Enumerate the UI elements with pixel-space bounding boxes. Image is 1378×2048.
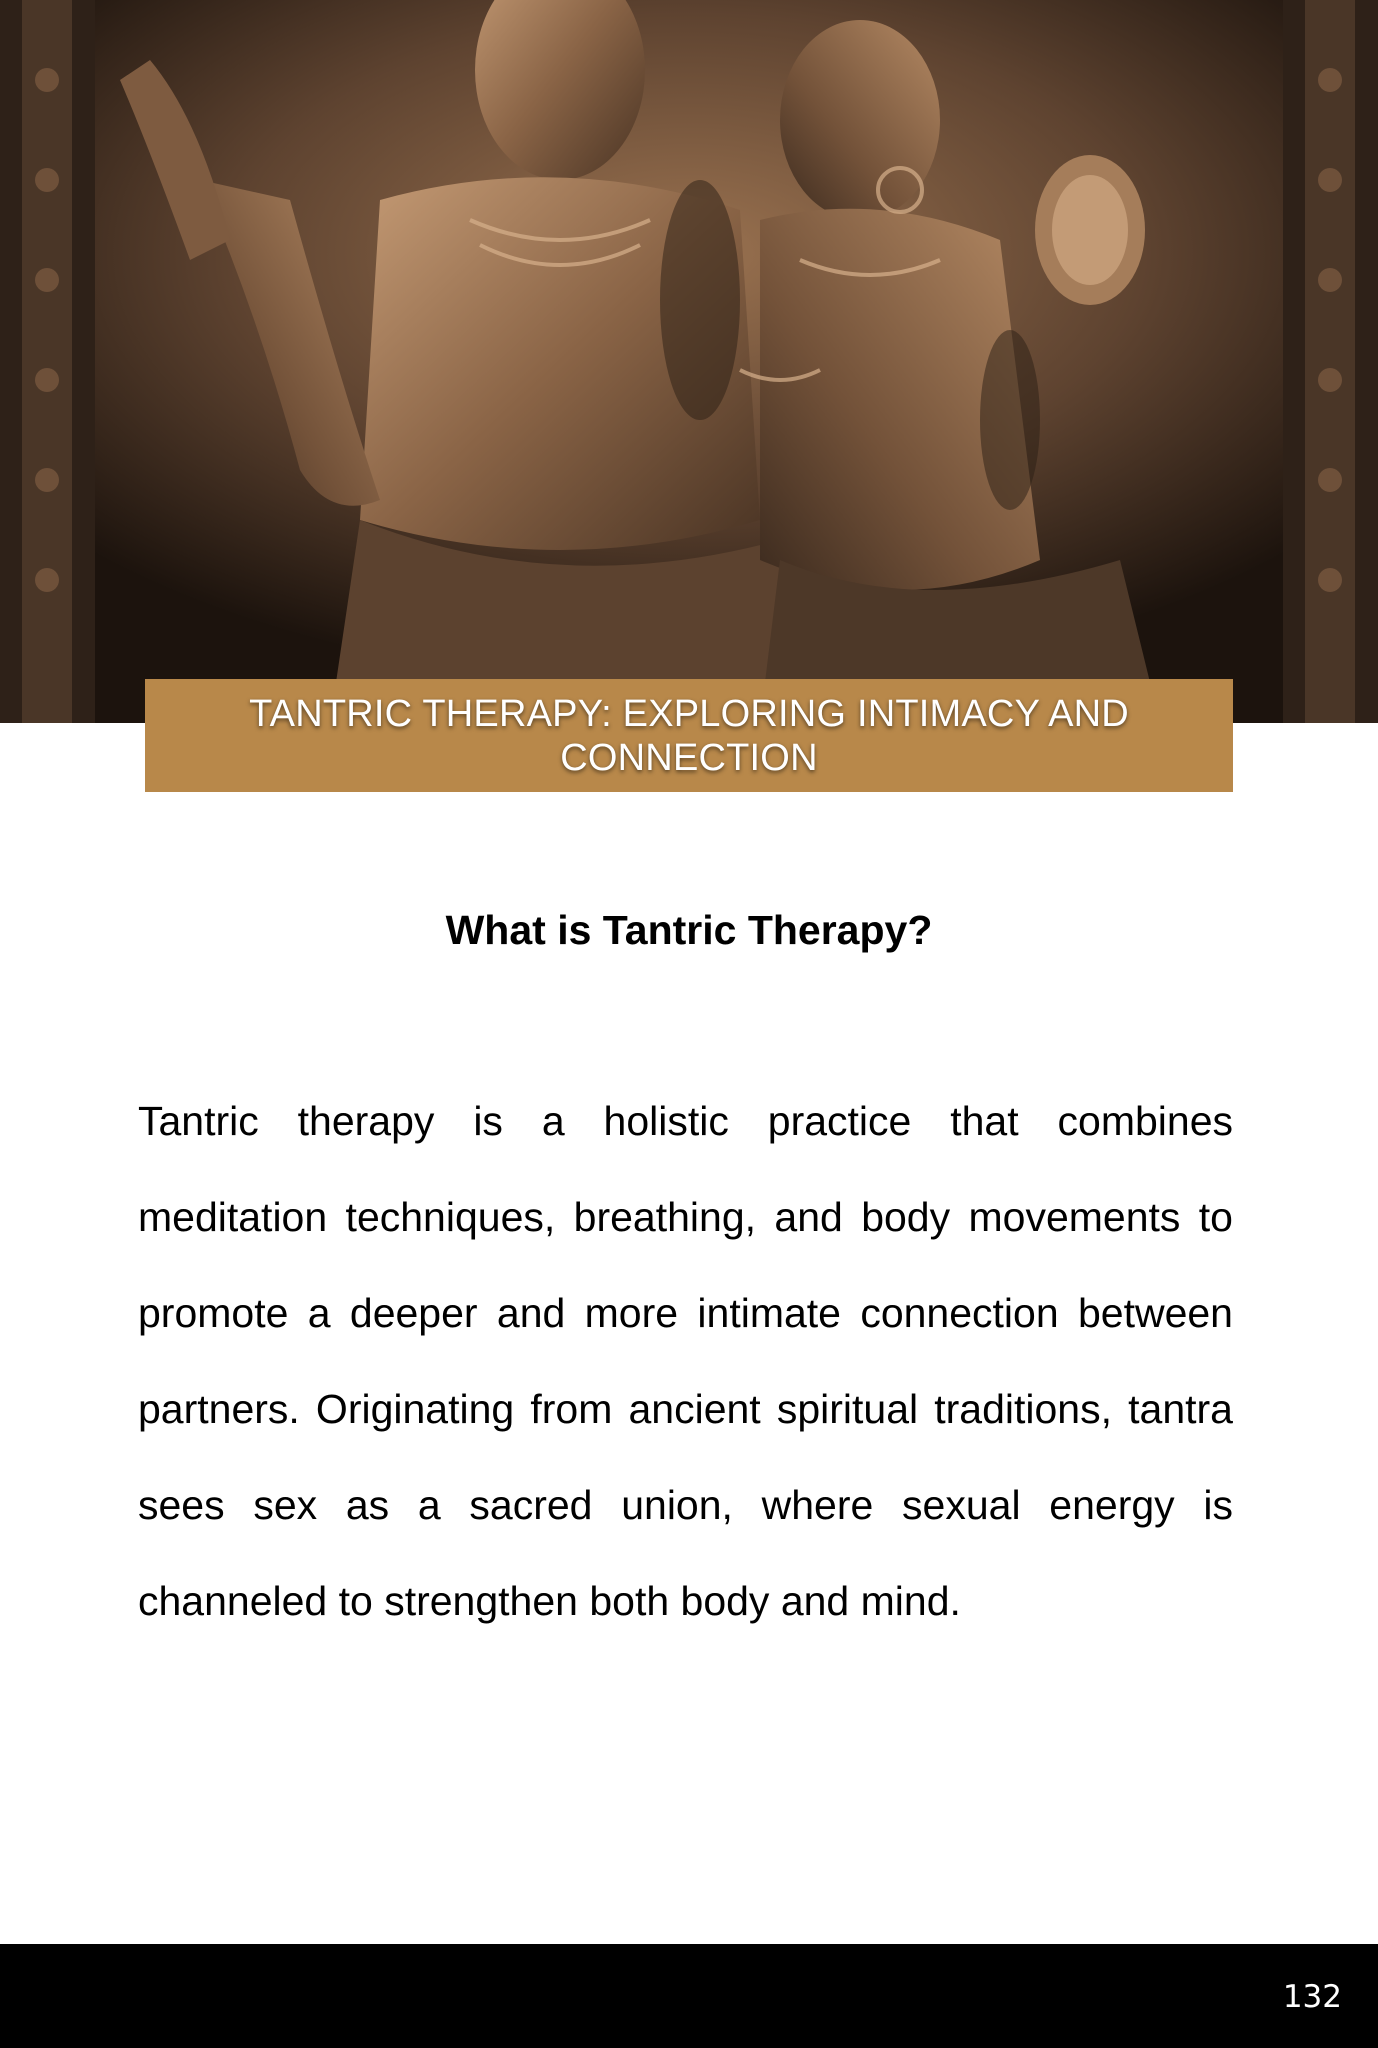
stone-relief-illustration	[0, 0, 1378, 723]
page-number: 132	[1282, 1979, 1342, 2015]
body-paragraph: Tantric therapy is a holistic practice that combines meditation techniques, breathing, and body movements to promote a deeper and more intimate connection between partners. Originating from ancient spiritual traditions, tantra sees sex as a sacred union, where sexual energy is channeled to strengthen both body and mind.	[138, 1098, 1233, 1624]
footer-bar	[0, 1944, 1378, 2048]
page-title: TANTRIC THERAPY: EXPLORING INTIMACY AND CONNECTION	[249, 692, 1129, 779]
hero-image	[0, 0, 1378, 723]
section-heading: What is Tantric Therapy?	[445, 907, 933, 953]
title-banner	[145, 679, 1233, 792]
